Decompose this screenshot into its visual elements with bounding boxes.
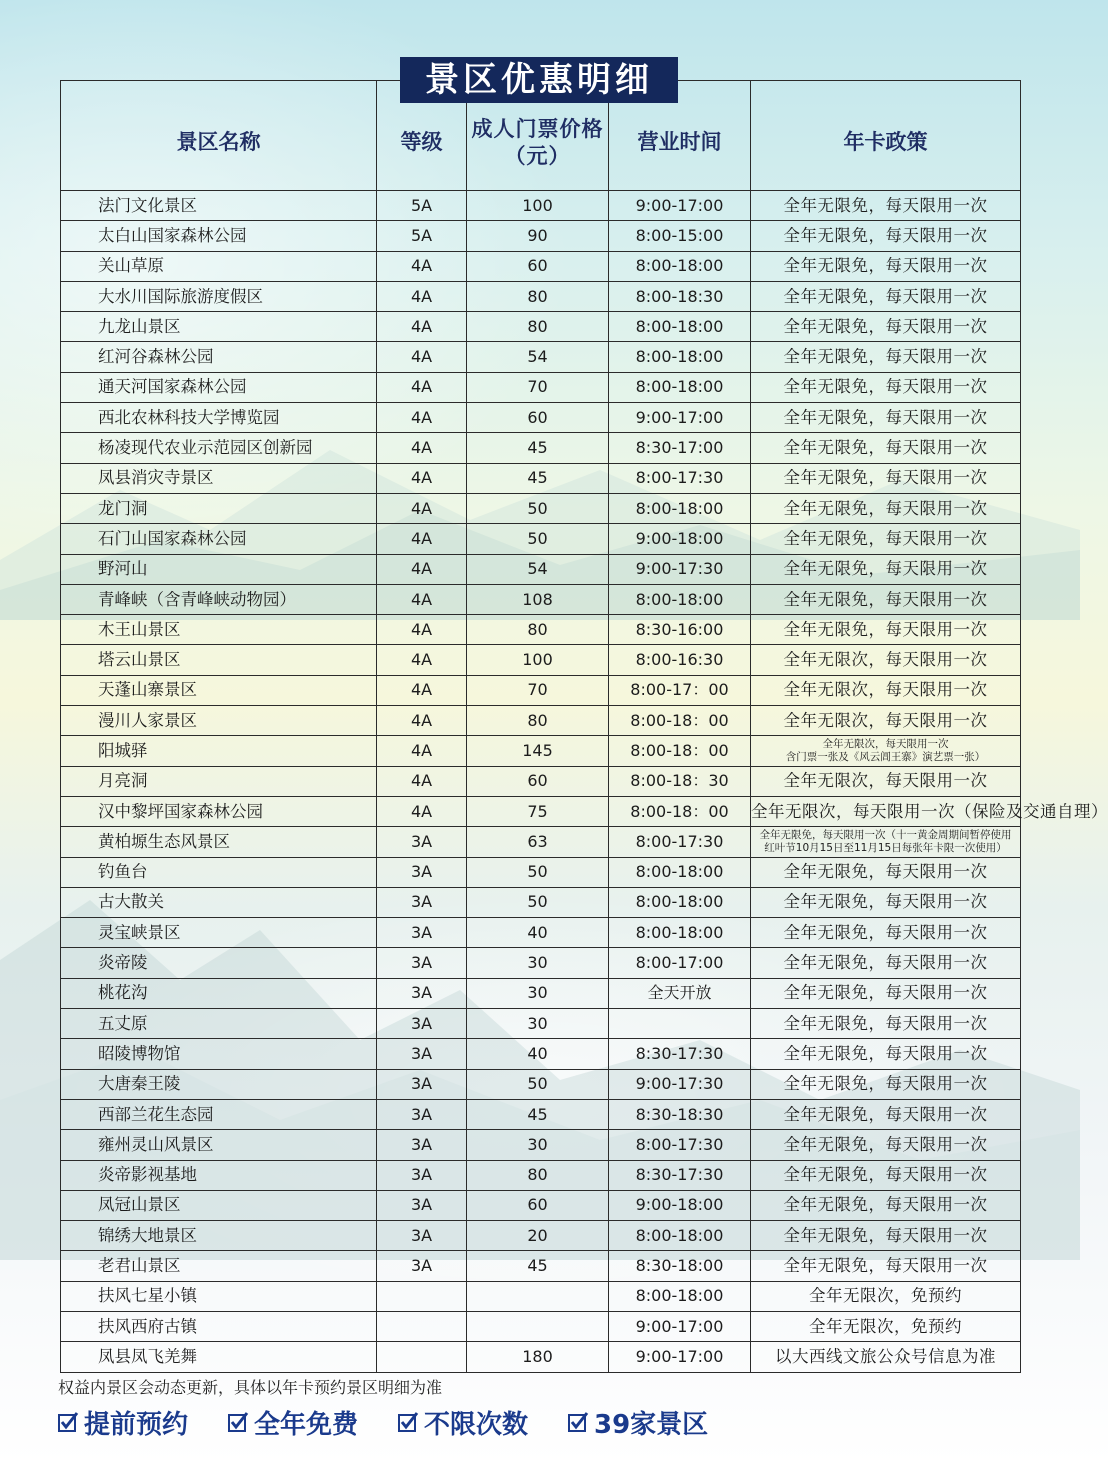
cell-name: 西北农林科技大学博览园 — [61, 403, 377, 433]
cell-name: 龙门洞 — [61, 493, 377, 523]
cell-price: 30 — [467, 978, 609, 1008]
cell-level: 4A — [377, 615, 467, 645]
table-row — [61, 857, 1021, 887]
checkbox-icon — [228, 1411, 248, 1433]
badge-label: 全年免费 — [254, 1409, 359, 1440]
cell-policy: 全年无限免，每天限用一次 — [751, 221, 1021, 251]
cell-name: 黄柏塬生态风景区 — [61, 827, 377, 857]
policy-line: 含门票一张及《风云阊王寨》演艺票一张） — [785, 750, 986, 763]
cell-hours: 8:30-18:00 — [609, 1251, 751, 1281]
header-name: 景区名称 — [61, 81, 377, 191]
cell-level: 5A — [377, 221, 467, 251]
cell-policy: 全年无限免，每天限用一次 — [751, 857, 1021, 887]
table-row — [61, 584, 1021, 614]
cell-name: 凤县凤飞羌舞 — [61, 1342, 377, 1372]
cell-policy: 全年无限次，每天限用一次（保险及交通自理） — [751, 796, 1021, 826]
table-row — [61, 433, 1021, 463]
cell-policy: 全年无限免，每天限用一次 — [751, 1039, 1021, 1069]
cell-policy: 全年无限免，每天限用一次 — [751, 554, 1021, 584]
cell-hours: 9:00-17:00 — [609, 191, 751, 221]
cell-level: 3A — [377, 857, 467, 887]
table-row — [61, 403, 1021, 433]
cell-policy: 全年无限免，每天限用一次 — [751, 1069, 1021, 1099]
policy-line: 全年无限次，每天限用一次 — [822, 737, 949, 750]
table-row — [61, 493, 1021, 523]
table-row — [61, 191, 1021, 221]
cell-policy: 全年无限免，每天限用一次 — [751, 372, 1021, 402]
table-row — [61, 251, 1021, 281]
cell-level: 3A — [377, 887, 467, 917]
cell-policy: 全年无限免，每天限用一次 — [751, 1130, 1021, 1160]
cell-price: 50 — [467, 857, 609, 887]
badge-free-all-year — [228, 1402, 358, 1442]
cell-hours: 8:00-18:00 — [609, 887, 751, 917]
cell-hours: 8:30-17:00 — [609, 433, 751, 463]
table-row — [61, 918, 1021, 948]
cell-hours: 8:00-17:30 — [609, 827, 751, 857]
cell-hours: 8:00-18:00 — [609, 312, 751, 342]
table-row — [61, 948, 1021, 978]
badge-scenic-count — [568, 1402, 708, 1442]
cell-name: 关山草原 — [61, 251, 377, 281]
cell-level: 3A — [377, 1130, 467, 1160]
cell-name: 天蓬山寨景区 — [61, 675, 377, 705]
cell-name: 炎帝影视基地 — [61, 1160, 377, 1190]
cell-name: 昭陵博物馆 — [61, 1039, 377, 1069]
cell-hours: 8:00-18:00 — [609, 1221, 751, 1251]
cell-level: 4A — [377, 706, 467, 736]
cell-hours: 8:00-17:30 — [609, 1130, 751, 1160]
table-row — [61, 827, 1021, 857]
cell-name: 漫川人家景区 — [61, 706, 377, 736]
cell-price: 80 — [467, 312, 609, 342]
policy-line: 红叶节10月15日至11月15日每张年卡限一次使用） — [764, 841, 1007, 854]
table-row — [61, 1281, 1021, 1311]
cell-name: 大水川国际旅游度假区 — [61, 281, 377, 311]
cell-name: 钓鱼台 — [61, 857, 377, 887]
cell-level: 3A — [377, 1009, 467, 1039]
table-row — [61, 1342, 1021, 1372]
cell-hours: 8:00-18:30 — [609, 281, 751, 311]
table-row — [61, 524, 1021, 554]
cell-price: 100 — [467, 191, 609, 221]
cell-level: 4A — [377, 675, 467, 705]
cell-price: 50 — [467, 887, 609, 917]
cell-name: 通天河国家森林公园 — [61, 372, 377, 402]
table-row — [61, 463, 1021, 493]
header-policy: 年卡政策 — [751, 81, 1021, 191]
cell-level: 4A — [377, 251, 467, 281]
cell-hours: 9:00-18:00 — [609, 524, 751, 554]
cell-name: 凤冠山景区 — [61, 1190, 377, 1220]
cell-price: 40 — [467, 918, 609, 948]
cell-price: 45 — [467, 463, 609, 493]
cell-policy: 全年无限免，每天限用一次 — [751, 1190, 1021, 1220]
policy-line: 全年无限免，每天限用一次（十一黄金周期间暂停使用 — [759, 828, 1012, 841]
cell-price: 54 — [467, 554, 609, 584]
cell-name: 扶风西府古镇 — [61, 1311, 377, 1341]
table-row — [61, 312, 1021, 342]
cell-name: 法门文化景区 — [61, 191, 377, 221]
table-row — [61, 1130, 1021, 1160]
cell-policy: 全年无限免，每天限用一次 — [751, 948, 1021, 978]
cell-level — [377, 1311, 467, 1341]
cell-name: 阳城驿 — [61, 736, 377, 766]
cell-price: 75 — [467, 796, 609, 826]
page-title: 景区优惠明细 — [400, 57, 678, 103]
table-row — [61, 281, 1021, 311]
cell-price: 108 — [467, 584, 609, 614]
cell-name: 杨凌现代农业示范园区创新园 — [61, 433, 377, 463]
cell-level — [377, 1342, 467, 1372]
badge-book-ahead — [58, 1402, 188, 1442]
cell-policy: 全年无限免，每天限用一次 — [751, 403, 1021, 433]
badge-label: 提前预约 — [84, 1409, 189, 1440]
cell-policy: 全年无限次，每天限用一次 — [751, 645, 1021, 675]
cell-hours: 8:00-18:00 — [609, 372, 751, 402]
cell-price: 90 — [467, 221, 609, 251]
cell-price: 50 — [467, 493, 609, 523]
table-row — [61, 221, 1021, 251]
cell-price: 70 — [467, 675, 609, 705]
cell-name: 凤县消灾寺景区 — [61, 463, 377, 493]
cell-level: 3A — [377, 1160, 467, 1190]
cell-price: 180 — [467, 1342, 609, 1372]
cell-hours: 9:00-17:30 — [609, 554, 751, 584]
table-row — [61, 1009, 1021, 1039]
badge-label: 不限次数 — [424, 1409, 529, 1440]
cell-policy: 全年无限次，免预约 — [751, 1281, 1021, 1311]
cell-policy: 全年无限免，每天限用一次 — [751, 1221, 1021, 1251]
cell-policy: 全年无限次，免预约 — [751, 1311, 1021, 1341]
cell-policy: 全年无限免，每天限用一次 — [751, 918, 1021, 948]
cell-hours: 8:00-18:00 — [609, 857, 751, 887]
cell-policy: 全年无限免，每天限用一次 — [751, 1160, 1021, 1190]
table-row — [61, 675, 1021, 705]
cell-policy: 全年无限免，每天限用一次 — [751, 1099, 1021, 1129]
cell-policy: 全年无限免，每天限用一次 — [751, 281, 1021, 311]
table-row — [61, 615, 1021, 645]
cell-hours: 8:00-18:00 — [609, 584, 751, 614]
cell-price: 54 — [467, 342, 609, 372]
cell-name: 青峰峡（含青峰峡动物园） — [61, 584, 377, 614]
table-row — [61, 736, 1021, 766]
cell-policy: 全年无限免，每天限用一次 — [751, 493, 1021, 523]
table-row — [61, 1099, 1021, 1129]
cell-name: 扶风七星小镇 — [61, 1281, 377, 1311]
cell-policy: 全年无限免，每天限用一次 — [751, 1009, 1021, 1039]
cell-name: 锦绣大地景区 — [61, 1221, 377, 1251]
cell-level: 4A — [377, 403, 467, 433]
cell-level — [377, 1281, 467, 1311]
cell-hours: 8:00-18:00 — [609, 251, 751, 281]
table-row — [61, 706, 1021, 736]
cell-level: 3A — [377, 1221, 467, 1251]
table-row — [61, 978, 1021, 1008]
cell-level: 4A — [377, 584, 467, 614]
header-price: 成人门票价格（元） — [467, 81, 609, 191]
header-hours: 营业时间 — [609, 81, 751, 191]
table-row — [61, 766, 1021, 796]
cell-policy: 全年无限免，每天限用一次 — [751, 1251, 1021, 1281]
cell-level: 3A — [377, 918, 467, 948]
cell-name: 红河谷森林公园 — [61, 342, 377, 372]
cell-policy: 全年无限免，每天限用一次 — [751, 433, 1021, 463]
cell-level: 4A — [377, 645, 467, 675]
checkbox-icon — [398, 1411, 418, 1433]
badge-unlimited-times — [398, 1402, 528, 1442]
cell-name: 老君山景区 — [61, 1251, 377, 1281]
cell-name: 桃花沟 — [61, 978, 377, 1008]
cell-price: 50 — [467, 524, 609, 554]
cell-hours — [609, 1009, 751, 1039]
cell-policy: 全年无限免，每天限用一次 — [751, 524, 1021, 554]
cell-price: 63 — [467, 827, 609, 857]
cell-price: 100 — [467, 645, 609, 675]
cell-level: 3A — [377, 827, 467, 857]
cell-hours: 全天开放 — [609, 978, 751, 1008]
cell-price: 30 — [467, 948, 609, 978]
cell-policy: 全年无限免，每天限用一次 — [751, 584, 1021, 614]
cell-name: 月亮洞 — [61, 766, 377, 796]
cell-hours: 9:00-18:00 — [609, 1190, 751, 1220]
cell-price: 45 — [467, 1099, 609, 1129]
cell-policy: 全年无限免，每天限用一次 — [751, 251, 1021, 281]
cell-level: 3A — [377, 1039, 467, 1069]
cell-policy — [751, 736, 1021, 766]
cell-price — [467, 1281, 609, 1311]
cell-level: 4A — [377, 312, 467, 342]
cell-level: 3A — [377, 1190, 467, 1220]
table-row — [61, 1069, 1021, 1099]
cell-hours: 8:00-16:30 — [609, 645, 751, 675]
cell-hours: 8:30-16:00 — [609, 615, 751, 645]
cell-price: 80 — [467, 706, 609, 736]
cell-policy: 全年无限免，每天限用一次 — [751, 312, 1021, 342]
cell-hours: 8:00-18：00 — [609, 736, 751, 766]
cell-price: 80 — [467, 1160, 609, 1190]
cell-policy: 全年无限免，每天限用一次 — [751, 342, 1021, 372]
table-row — [61, 1039, 1021, 1069]
cell-policy: 全年无限免，每天限用一次 — [751, 191, 1021, 221]
cell-level: 3A — [377, 1099, 467, 1129]
cell-price: 70 — [467, 372, 609, 402]
cell-policy: 全年无限次，每天限用一次 — [751, 675, 1021, 705]
table-row — [61, 372, 1021, 402]
cell-name: 炎帝陵 — [61, 948, 377, 978]
cell-name: 五丈原 — [61, 1009, 377, 1039]
cell-level: 4A — [377, 342, 467, 372]
cell-hours: 8:00-18:00 — [609, 918, 751, 948]
cell-name: 木王山景区 — [61, 615, 377, 645]
cell-hours: 8:00-18：00 — [609, 796, 751, 826]
cell-level: 4A — [377, 766, 467, 796]
cell-hours: 8:00-18：30 — [609, 766, 751, 796]
cell-level: 4A — [377, 281, 467, 311]
cell-policy: 全年无限免，每天限用一次 — [751, 463, 1021, 493]
cell-name: 塔云山景区 — [61, 645, 377, 675]
cell-level: 3A — [377, 948, 467, 978]
cell-policy: 全年无限免，每天限用一次 — [751, 978, 1021, 1008]
cell-price: 60 — [467, 403, 609, 433]
cell-policy — [751, 827, 1021, 857]
cell-level: 4A — [377, 796, 467, 826]
cell-level: 4A — [377, 524, 467, 554]
feature-badges — [58, 1402, 1038, 1442]
cell-hours: 8:00-17:00 — [609, 948, 751, 978]
cell-policy: 全年无限免，每天限用一次 — [751, 615, 1021, 645]
cell-level: 3A — [377, 1069, 467, 1099]
cell-hours: 8:30-18:30 — [609, 1099, 751, 1129]
table-row — [61, 645, 1021, 675]
cell-level: 4A — [377, 493, 467, 523]
table-row — [61, 796, 1021, 826]
cell-name: 汉中黎坪国家森林公园 — [61, 796, 377, 826]
cell-hours: 8:00-18:00 — [609, 1281, 751, 1311]
cell-level: 4A — [377, 372, 467, 402]
checkbox-icon — [58, 1411, 78, 1433]
cell-price: 145 — [467, 736, 609, 766]
cell-name: 大唐秦王陵 — [61, 1069, 377, 1099]
cell-name: 野河山 — [61, 554, 377, 584]
cell-hours: 8:00-18:00 — [609, 342, 751, 372]
cell-hours: 9:00-17:00 — [609, 1311, 751, 1341]
cell-name: 灵宝峡景区 — [61, 918, 377, 948]
cell-policy: 全年无限免，每天限用一次 — [751, 887, 1021, 917]
cell-hours: 8:00-15:00 — [609, 221, 751, 251]
cell-hours: 8:00-17：00 — [609, 675, 751, 705]
checkbox-icon — [568, 1411, 588, 1433]
cell-name: 雍州灵山风景区 — [61, 1130, 377, 1160]
cell-price: 30 — [467, 1009, 609, 1039]
cell-price: 60 — [467, 766, 609, 796]
cell-policy: 全年无限次，每天限用一次 — [751, 706, 1021, 736]
cell-name: 西部兰花生态园 — [61, 1099, 377, 1129]
cell-hours: 8:30-17:30 — [609, 1160, 751, 1190]
cell-level: 4A — [377, 736, 467, 766]
cell-name: 石门山国家森林公园 — [61, 524, 377, 554]
cell-hours: 9:00-17:00 — [609, 1342, 751, 1372]
cell-hours: 9:00-17:00 — [609, 403, 751, 433]
table-row — [61, 887, 1021, 917]
cell-hours: 8:30-17:30 — [609, 1039, 751, 1069]
cell-hours: 8:00-17:30 — [609, 463, 751, 493]
cell-price: 45 — [467, 433, 609, 463]
cell-price: 20 — [467, 1221, 609, 1251]
cell-price: 50 — [467, 1069, 609, 1099]
cell-price: 80 — [467, 615, 609, 645]
cell-price: 60 — [467, 1190, 609, 1220]
cell-level: 5A — [377, 191, 467, 221]
table-row — [61, 1190, 1021, 1220]
scenic-discount-table — [60, 80, 1108, 1373]
header-level: 等级 — [377, 81, 467, 191]
cell-name: 古大散关 — [61, 887, 377, 917]
cell-policy: 以大西线文旅公众号信息为准 — [751, 1342, 1021, 1372]
table-row — [61, 1251, 1021, 1281]
cell-level: 4A — [377, 463, 467, 493]
cell-price: 60 — [467, 251, 609, 281]
table-body — [61, 191, 1108, 1373]
table-row — [61, 1160, 1021, 1190]
cell-price: 80 — [467, 281, 609, 311]
cell-policy: 全年无限次，每天限用一次 — [751, 766, 1021, 796]
badge-label: 39家景区 — [594, 1409, 709, 1440]
cell-price: 40 — [467, 1039, 609, 1069]
cell-level: 3A — [377, 978, 467, 1008]
cell-name: 太白山国家森林公园 — [61, 221, 377, 251]
cell-level: 3A — [377, 1251, 467, 1281]
table-row — [61, 1311, 1021, 1341]
cell-price: 45 — [467, 1251, 609, 1281]
table-row — [61, 342, 1021, 372]
cell-price — [467, 1311, 609, 1341]
table-row — [61, 554, 1021, 584]
cell-level: 4A — [377, 433, 467, 463]
cell-name: 九龙山景区 — [61, 312, 377, 342]
cell-level: 4A — [377, 554, 467, 584]
cell-hours: 8:00-18:00 — [609, 493, 751, 523]
cell-hours: 9:00-17:30 — [609, 1069, 751, 1099]
cell-hours: 8:00-18：00 — [609, 706, 751, 736]
footer-note: 权益内景区会动态更新，具体以年卡预约景区明细为准 — [58, 1378, 443, 1397]
table-row — [61, 1221, 1021, 1251]
cell-price: 30 — [467, 1130, 609, 1160]
